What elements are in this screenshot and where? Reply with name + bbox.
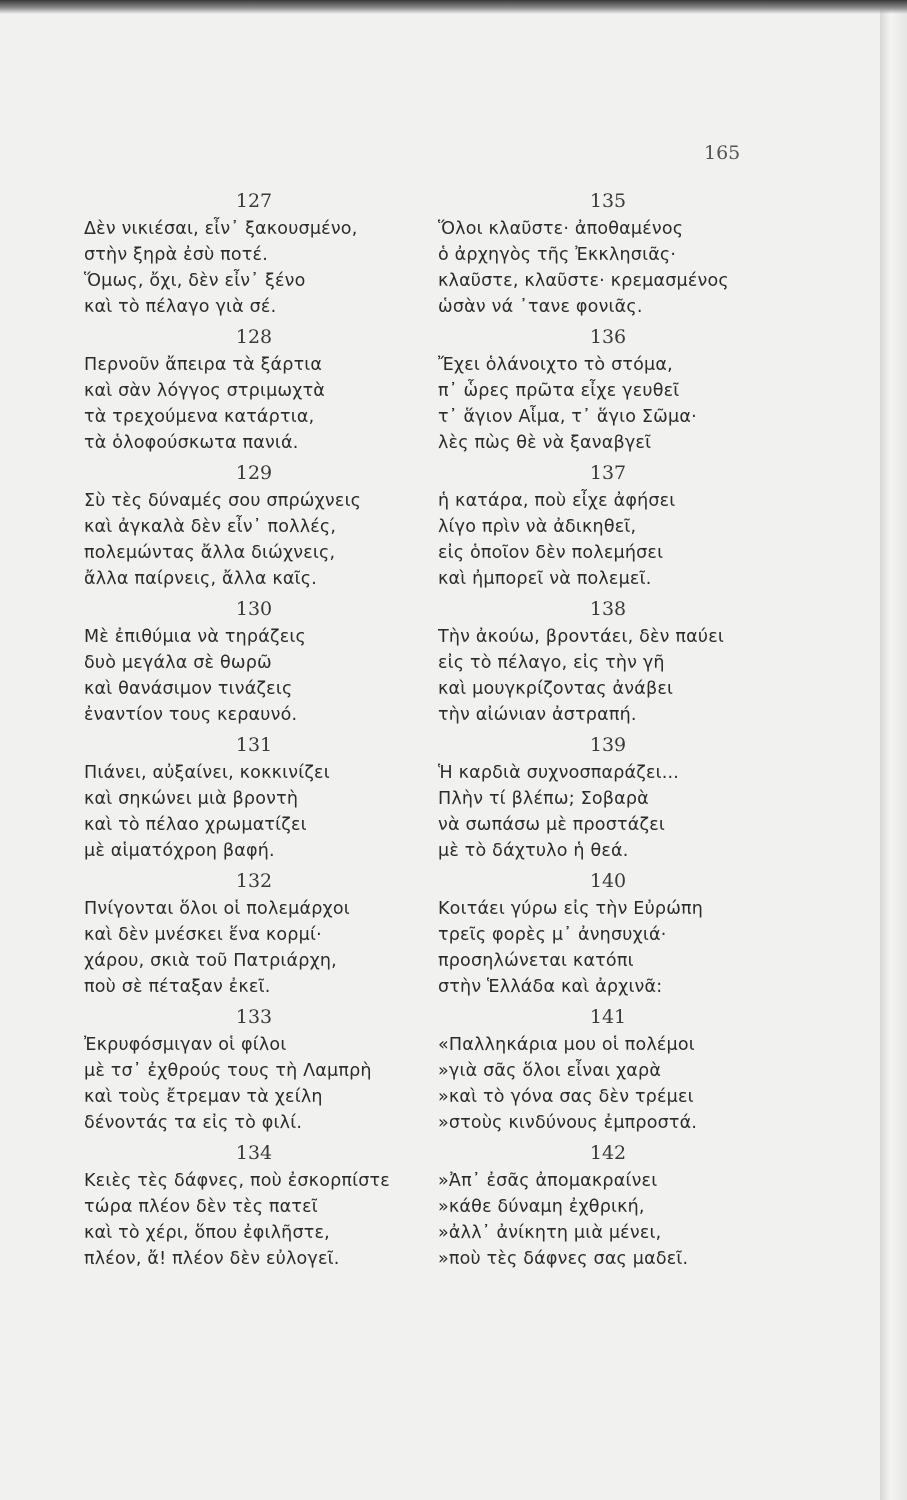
stanza bbox=[438, 1002, 798, 1136]
verse-line: τώρα πλέον δὲν τὲς πατεῖ bbox=[84, 1197, 318, 1217]
verse-line: καὶ ἠμπορεῖ νὰ πολεμεῖ. bbox=[438, 569, 652, 589]
verse-line: καὶ μουγκρίζοντας ἀνάβει bbox=[438, 679, 674, 699]
page-edge-shadow bbox=[880, 0, 907, 1500]
verse-line: Τὴν ἀκούω, βροντάει, δὲν παύει bbox=[438, 627, 724, 647]
stanza bbox=[84, 322, 444, 456]
stanza bbox=[438, 866, 798, 1000]
stanza-number: 142 bbox=[589, 1142, 627, 1164]
stanza bbox=[438, 458, 798, 592]
stanza-number: 134 bbox=[235, 1142, 273, 1164]
verse-line: ὡσὰν νά ᾽τανε φονιᾶς. bbox=[438, 297, 643, 317]
verse-line: »στοὺς κινδύνους ἐμπροστά. bbox=[438, 1113, 698, 1133]
stanza-number: 138 bbox=[589, 598, 627, 620]
verse-line: καὶ τὸ χέρι, ὅπου ἐφιλῆστε, bbox=[84, 1223, 330, 1243]
verse-line: εἰς ὁποῖον δὲν πολεμήσει bbox=[438, 543, 664, 563]
verse-line: Περνοῦν ἄπειρα τὰ ξάρτια bbox=[84, 355, 323, 375]
verse-line: χάρου, σκιὰ τοῦ Πατριάρχη, bbox=[84, 951, 337, 971]
stanza-number: 137 bbox=[589, 462, 627, 484]
stanza bbox=[84, 730, 444, 864]
verse-line: π᾽ ὧρες πρῶτα εἶχε γευθεῖ bbox=[438, 381, 680, 401]
verse-line: καὶ τοὺς ἔτρεμαν τὰ χείλη bbox=[84, 1087, 323, 1107]
scan-top-edge bbox=[0, 0, 907, 14]
stanza bbox=[438, 322, 798, 456]
stanza bbox=[84, 458, 444, 592]
stanza-number: 141 bbox=[589, 1006, 627, 1028]
verse-line: μὲ τσ᾽ ἐχθρούς τους τὴ Λαμπρὴ bbox=[84, 1061, 372, 1081]
verse-line: ἡ κατάρα, ποὺ εἶχε ἀφήσει bbox=[438, 491, 676, 511]
verse-line: κλαῦστε, κλαῦστε· κρεμασμένος bbox=[438, 271, 729, 291]
verse-line: προσηλώνεται κατόπι bbox=[438, 951, 634, 971]
stanza-number: 132 bbox=[235, 870, 273, 892]
verse-line: δυὸ μεγάλα σὲ θωρῶ bbox=[84, 653, 272, 673]
right-column bbox=[438, 186, 798, 1274]
verse-line: τρεῖς φορὲς μ᾽ ἀνησυχιά· bbox=[438, 925, 667, 945]
verse-line: »γιὰ σᾶς ὅλοι εἶναι χαρὰ bbox=[438, 1061, 662, 1081]
verse-line: ἐναντίον τους κεραυνό. bbox=[84, 705, 298, 725]
verse-line: »Ἀπ᾽ ἐσᾶς ἀπομακραίνει bbox=[438, 1171, 658, 1191]
verse-line: τὰ ὁλοφούσκωτα πανιά. bbox=[84, 433, 299, 453]
stanza-number: 131 bbox=[235, 734, 273, 756]
verse-line: στὴν Ἑλλάδα καὶ ἀρχινᾶ: bbox=[438, 977, 663, 997]
verse-line: καὶ τὸ πέλαο χρωματίζει bbox=[84, 815, 307, 835]
stanza bbox=[84, 186, 444, 320]
verse-line: τὴν αἰώνιαν ἀστραπή. bbox=[438, 705, 637, 725]
verse-line: καὶ σὰν λόγγος στριμωχτὰ bbox=[84, 381, 326, 401]
verse-line: Μὲ ἐπιθύμια νὰ τηράζεις bbox=[84, 627, 306, 647]
stanza-number: 127 bbox=[235, 190, 273, 212]
verse-line: »ποὺ τὲς δάφνες σας μαδεῖ. bbox=[438, 1249, 689, 1269]
verse-line: νὰ σωπάσω μὲ προστάζει bbox=[438, 815, 665, 835]
verse-line: Κειὲς τὲς δάφνες, ποὺ ἐσκορπίστε bbox=[84, 1171, 390, 1191]
verse-line: Πνίγονται ὅλοι οἱ πολεμάρχοι bbox=[84, 899, 350, 919]
verse-line: »καὶ τὸ γόνα σας δὲν τρέμει bbox=[438, 1087, 694, 1107]
stanza bbox=[84, 1002, 444, 1136]
stanza-number: 130 bbox=[235, 598, 273, 620]
page-number: 165 bbox=[704, 142, 741, 164]
stanza-number: 128 bbox=[235, 326, 273, 348]
stanza-number: 135 bbox=[589, 190, 627, 212]
verse-line: ποὺ σὲ πέταξαν ἐκεῖ. bbox=[84, 977, 271, 997]
stanza-number: 140 bbox=[589, 870, 627, 892]
stanza bbox=[438, 186, 798, 320]
stanza-number: 129 bbox=[235, 462, 273, 484]
stanza-number: 136 bbox=[589, 326, 627, 348]
verse-line: Ἡ καρδιὰ συχνοσπαράζει... bbox=[438, 763, 680, 783]
stanza-number: 133 bbox=[235, 1006, 273, 1028]
verse-line: καὶ ἀγκαλὰ δὲν εἶν᾽ πολλές, bbox=[84, 517, 337, 537]
verse-line: »κάθε δύναμη ἐχθρική, bbox=[438, 1197, 645, 1217]
verse-line: ἄλλα παίρνεις, ἄλλα καῖς. bbox=[84, 569, 317, 589]
verse-line: πολεμώντας ἄλλα διώχνεις, bbox=[84, 543, 336, 563]
verse-line: μὲ τὸ δάχτυλο ἡ θεά. bbox=[438, 841, 629, 861]
verse-line: καὶ δὲν μνέσκει ἕνα κορμί· bbox=[84, 925, 322, 945]
verse-line: δένοντάς τα εἰς τὸ φιλί. bbox=[84, 1113, 303, 1133]
verse-line: Δὲν νικιέσαι, εἶν᾽ ξακουσμένο, bbox=[84, 219, 358, 239]
verse-line: καὶ τὸ πέλαγο γιὰ σέ. bbox=[84, 297, 277, 317]
verse-line: τὰ τρεχούμενα κατάρτια, bbox=[84, 407, 315, 427]
stanza bbox=[84, 1138, 444, 1272]
verse-line: εἰς τὸ πέλαγο, εἰς τὴν γῆ bbox=[438, 653, 665, 673]
stanza bbox=[438, 730, 798, 864]
verse-line: Ἔχει ὁλάνοιχτο τὸ στόμα, bbox=[438, 355, 673, 375]
stanza bbox=[438, 594, 798, 728]
verse-line: τ᾽ ἅγιον Αἷμα, τ᾽ ἅγιο Σῶμα· bbox=[438, 407, 697, 427]
verse-line: Πιάνει, αὐξαίνει, κοκκινίζει bbox=[84, 763, 330, 783]
verse-line: Κοιτάει γύρω εἰς τὴν Εὐρώπη bbox=[438, 899, 704, 919]
verse-line: μὲ αἱματόχροη βαφή. bbox=[84, 841, 275, 861]
verse-line: Σὺ τὲς δύναμές σου σπρώχνεις bbox=[84, 491, 362, 511]
verse-line: Πλὴν τί βλέπω; Σοβαρὰ bbox=[438, 789, 649, 809]
stanza bbox=[84, 866, 444, 1000]
verse-line: λὲς πὼς θὲ νὰ ξαναβγεῖ bbox=[438, 433, 652, 453]
verse-line: καὶ θανάσιμον τινάζεις bbox=[84, 679, 293, 699]
left-column bbox=[84, 186, 444, 1274]
verse-line: Ὅλοι κλαῦστε· ἀποθαμένος bbox=[438, 219, 684, 239]
verse-line: »ἀλλ᾽ ἀνίκητη μιὰ μένει, bbox=[438, 1223, 662, 1243]
stanza bbox=[438, 1138, 798, 1272]
verse-line: καὶ σηκώνει μιὰ βροντὴ bbox=[84, 789, 299, 809]
verse-line: στὴν ξηρὰ ἐσὺ ποτέ. bbox=[84, 245, 268, 265]
verse-line: «Παλληκάρια μου οἱ πολέμοι bbox=[438, 1035, 695, 1055]
stanza bbox=[84, 594, 444, 728]
verse-line: ὁ ἀρχηγὸς τῆς Ἐκκλησιᾶς· bbox=[438, 245, 677, 265]
verse-line: πλέον, ἄ! πλέον δὲν εὐλογεῖ. bbox=[84, 1249, 340, 1269]
stanza-number: 139 bbox=[589, 734, 627, 756]
verse-line: Ὅμως, ὄχι, δὲν εἶν᾽ ξένο bbox=[84, 271, 306, 291]
verse-line: λίγο πρὶν νὰ ἀδικηθεῖ, bbox=[438, 517, 637, 537]
verse-line: Ἐκρυφόσμιγαν οἱ φίλοι bbox=[84, 1035, 287, 1055]
